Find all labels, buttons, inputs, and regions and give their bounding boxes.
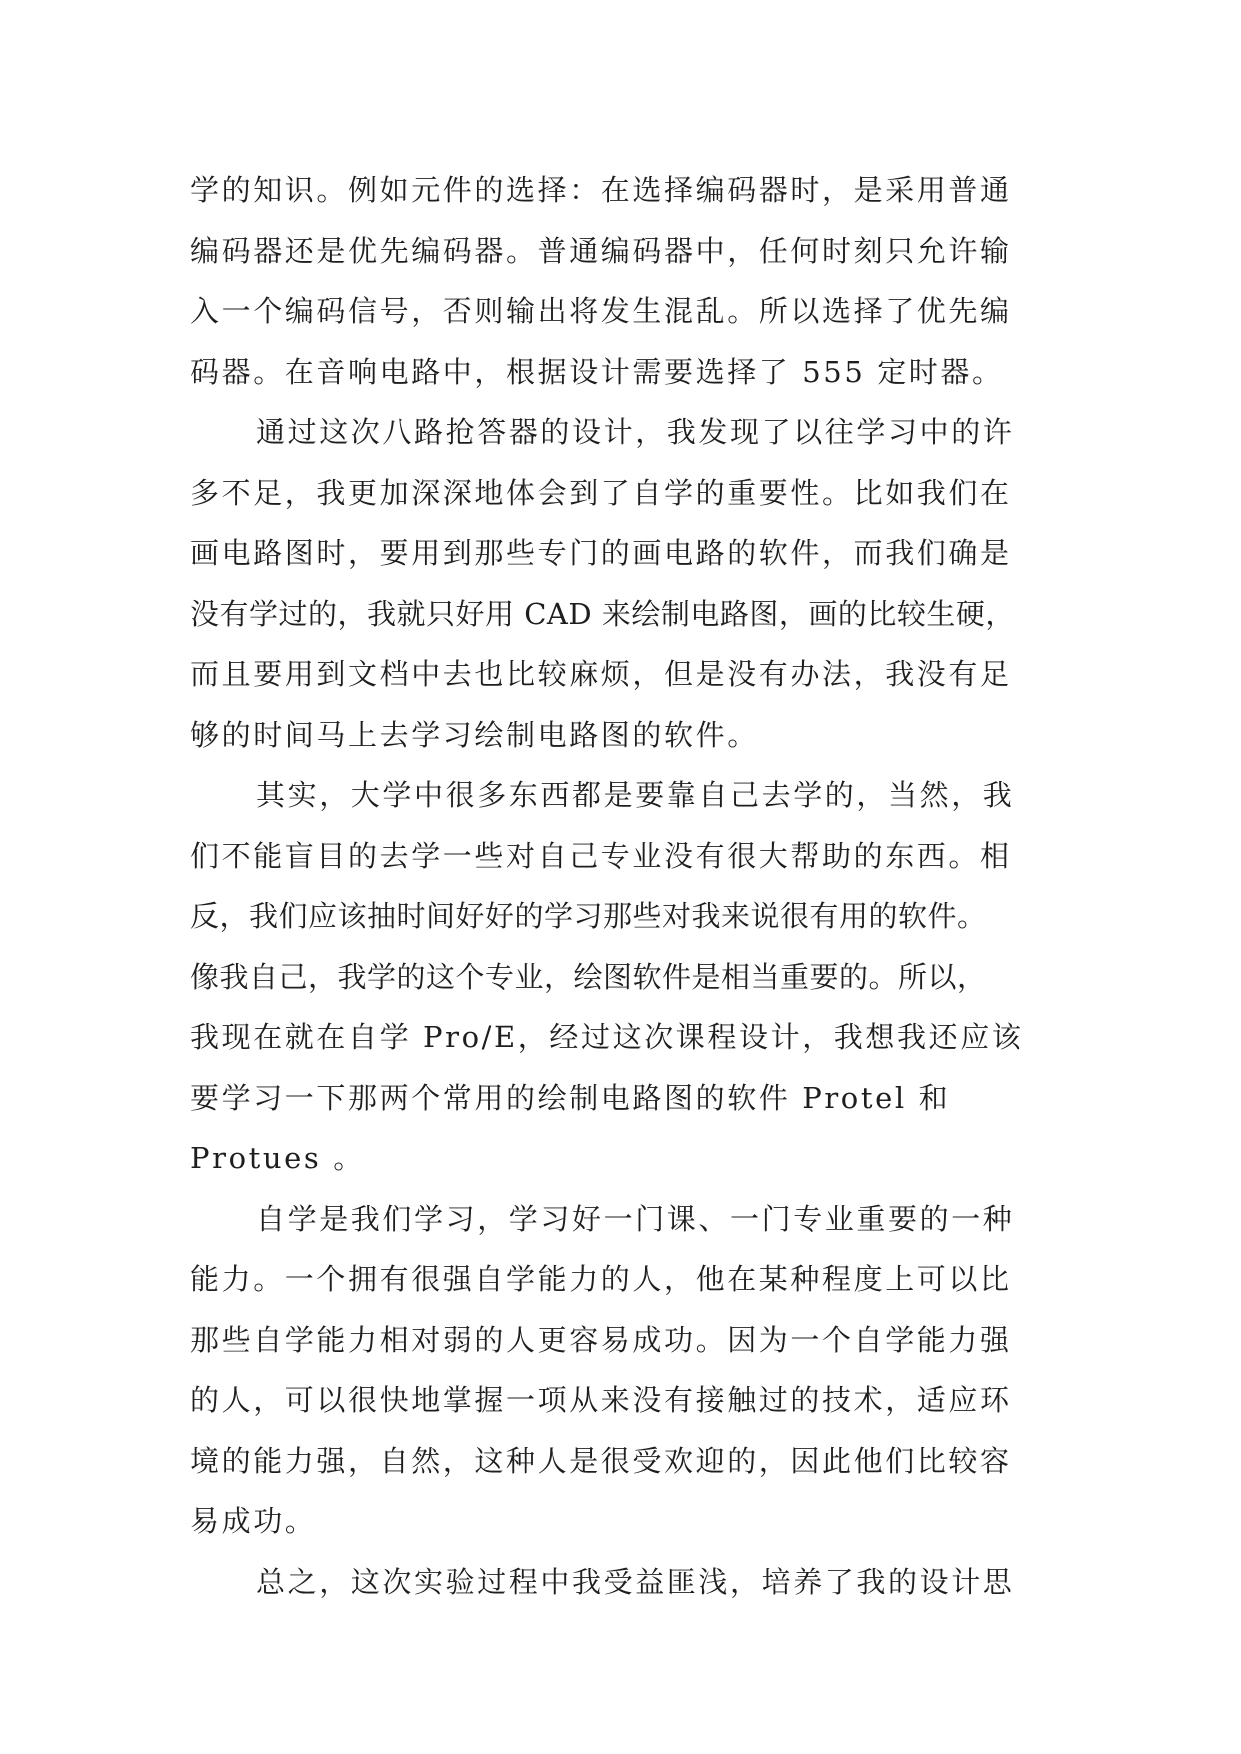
body-text: [190, 160, 1060, 1612]
paragraph-3: [190, 765, 1060, 1189]
paragraph-4: [190, 1189, 1060, 1552]
text-line: 多不足，我更加深深地体会到了自学的重要性。比如我们在: [190, 475, 1012, 510]
text-line: 入一个编码信号，否则输出将发生混乱。所以选择了优先编: [190, 294, 1012, 328]
text-line: 易成功。: [190, 1504, 317, 1538]
text-line: 没有学过的，我就只好用 CAD 来绘制电路图，画的比较生硬，: [190, 596, 1015, 631]
text-line: 们不能盲目的去学一些对自己专业没有很大帮助的东西。相: [190, 838, 1012, 873]
text-line: 自学是我们学习，学习好一门课、一门专业重要的一种: [256, 1201, 1015, 1236]
text-line: 学的知识。例如元件的选择：在选择编码器时，是采用普通: [190, 173, 1012, 207]
text-line: 通过这次八路抢答器的设计，我发现了以往学习中的许: [256, 415, 1015, 449]
text-line: 够的时间马上去学习绘制电路图的软件。: [190, 717, 759, 752]
text-line: 而且要用到文档中去也比较麻烦，但是没有办法，我没有足: [190, 657, 1012, 691]
text-line: Protues 。: [190, 1141, 365, 1175]
text-line: 码器。在音响电路中，根据设计需要选择了 555 定时器。: [190, 354, 1004, 389]
text-line: 画电路图时，要用到那些专门的画电路的软件，而我们确是: [190, 536, 1012, 570]
text-line: 像我自己，我学的这个专业，绘图软件是相当重要的。所以，: [190, 959, 987, 994]
text-line: 境的能力强，自然，这种人是很受欢迎的，因此他们比较容: [190, 1443, 1012, 1478]
text-line: 总之，这次实验过程中我受益匪浅，培养了我的设计思: [256, 1564, 1015, 1599]
text-line: 要学习一下那两个常用的绘制电路图的软件 Protel 和: [190, 1080, 951, 1115]
text-line: 我现在就在自学 Pro/E，经过这次课程设计，我想我还应该: [190, 1020, 1024, 1054]
paragraph-2: [190, 402, 1060, 765]
text-line: 那些自学能力相对弱的人更容易成功。因为一个自学能力强: [190, 1322, 1012, 1357]
text-line: 反，我们应该抽时间好好的学习那些对我来说很有用的软件。: [190, 899, 987, 933]
paragraph-5: [190, 1552, 1060, 1613]
text-line: 的人，可以很快地掌握一项从来没有接触过的技术，适应环: [190, 1383, 1012, 1417]
paragraph-1: [190, 160, 1060, 402]
text-line: 其实，大学中很多东西都是要靠自己去学的，当然，我: [256, 778, 1015, 812]
text-line: 编码器还是优先编码器。普通编码器中，任何时刻只允许输: [190, 233, 1012, 268]
text-line: 能力。一个拥有很强自学能力的人，他在某种程度上可以比: [190, 1262, 1012, 1296]
